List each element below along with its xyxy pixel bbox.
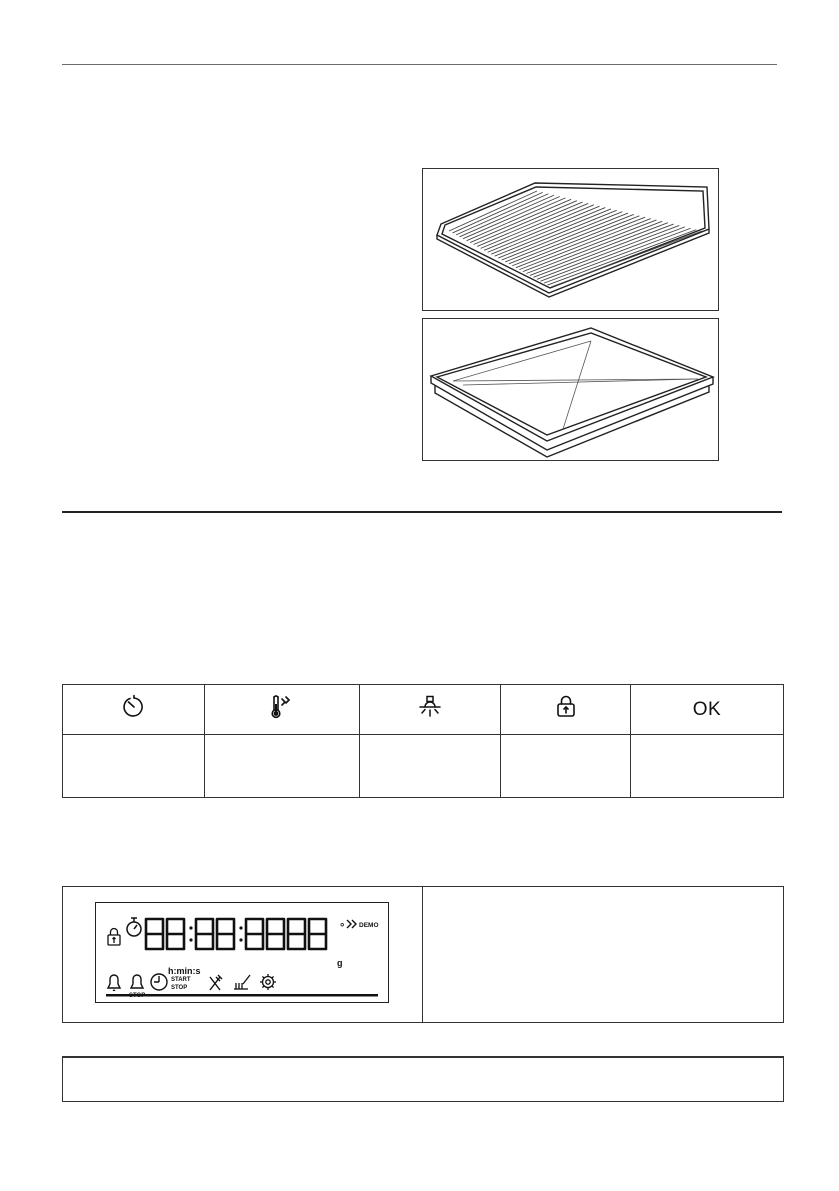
table-cell	[501, 685, 631, 735]
note-box	[62, 1056, 784, 1102]
display-degree: °	[340, 922, 345, 934]
display-settings-icon	[260, 974, 276, 990]
table-cell	[360, 685, 501, 735]
lamp-icon	[417, 694, 443, 720]
table-cell	[360, 735, 501, 798]
table-cell	[631, 685, 784, 735]
shelf-rod	[540, 227, 684, 281]
table-cell	[501, 735, 631, 798]
table-header-row	[63, 685, 784, 735]
table-cell	[63, 685, 205, 735]
table-cell	[205, 735, 360, 798]
display-cutlery-icon	[210, 975, 222, 990]
display-bell-stop-icon	[131, 975, 143, 988]
display-timer-icon	[127, 918, 141, 936]
digit-colon	[239, 926, 242, 929]
display-start-label: START	[171, 977, 191, 983]
top-rule	[62, 64, 777, 65]
shelf-rod	[526, 221, 662, 273]
shelf-rod	[523, 220, 657, 272]
digit-colon	[189, 926, 192, 929]
section-rule	[62, 511, 782, 513]
shelf-rod	[544, 228, 691, 283]
display-illustration	[95, 902, 389, 1003]
shelf-rod	[530, 223, 668, 276]
shelf-rod	[477, 202, 582, 246]
digit-colon	[189, 938, 192, 941]
ok-icon: OK	[692, 698, 722, 720]
shelf-rod	[495, 209, 611, 256]
table-cell	[205, 685, 360, 735]
lock-icon	[553, 694, 579, 720]
shelf-rod	[547, 230, 696, 285]
shelf-rod	[481, 203, 589, 248]
timer-icon	[121, 694, 147, 720]
display-grams: g	[337, 958, 343, 968]
display-table	[62, 886, 784, 1023]
display-digits	[146, 919, 326, 949]
display-start-stop-label: STOP	[171, 985, 188, 991]
display-cleaning-icon	[234, 975, 250, 989]
display-cell	[63, 887, 423, 1022]
sensor-field-table	[62, 684, 784, 798]
table-row	[63, 735, 784, 798]
display-time-units: h:min:s	[168, 966, 201, 976]
wire-shelf-illustration	[423, 169, 718, 310]
shelf-rod	[498, 210, 616, 258]
display-lock-icon	[108, 929, 120, 946]
fast-heat-up-icon	[267, 694, 297, 720]
table-cell	[631, 735, 784, 798]
display-fast-heat-icon	[347, 920, 356, 928]
shelf-rod	[449, 191, 537, 231]
baking-tray-illustration	[423, 319, 718, 460]
display-clock-icon	[151, 974, 167, 990]
baking-tray-picture	[422, 318, 719, 461]
display-demo: DEMO	[359, 922, 379, 929]
display-bell-icon	[108, 975, 120, 990]
display-bar	[106, 994, 378, 997]
table-cell	[63, 735, 205, 798]
digit-colon	[239, 938, 242, 941]
display-panel	[96, 903, 388, 1002]
wire-shelf-picture	[422, 168, 719, 311]
shelf-rod	[491, 208, 605, 255]
